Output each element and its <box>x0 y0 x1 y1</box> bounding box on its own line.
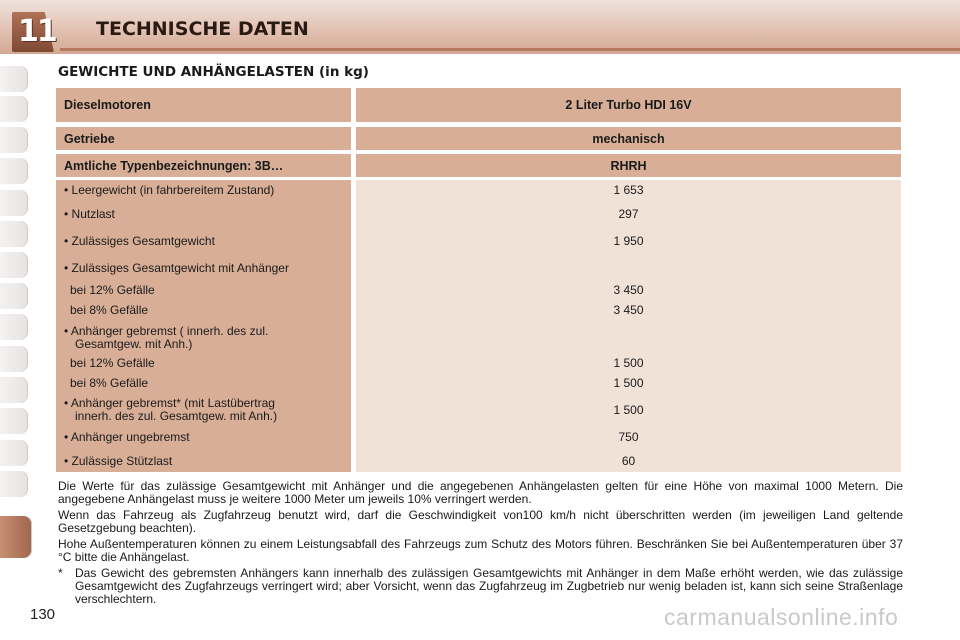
row-label: bei 12% Gefälle <box>70 356 155 370</box>
row-label: bei 12% Gefälle <box>70 283 155 297</box>
table-body-value-column <box>356 180 901 472</box>
engine-value: 2 Liter Turbo HDI 16V <box>565 98 692 112</box>
row-value: 1 653 <box>613 183 644 197</box>
chapter-tab[interactable] <box>0 377 28 403</box>
chapter-tab[interactable] <box>0 158 28 184</box>
chapter-title: TECHNISCHE DATEN <box>96 18 309 40</box>
chapter-tab[interactable] <box>0 66 28 92</box>
note-paragraph: Wenn das Fahrzeug als Zugfahrzeug benutzt wird, darf die Geschwindigkeit von100 km/h nicht überschritten werden (im jeweiligen Land geltende Gesetzgebung beachten). <box>58 508 903 535</box>
row-label: • Zulässiges Gesamtgewicht <box>64 234 215 248</box>
row-value: 1 500 <box>613 403 644 417</box>
section-title: GEWICHTE UND ANHÄNGELASTEN (in kg) <box>58 64 369 80</box>
chapter-tab[interactable] <box>0 346 28 372</box>
row-label-multiline <box>64 325 268 351</box>
row-value: 1 500 <box>613 376 644 390</box>
row-label: • Anhänger ungebremst <box>64 430 190 444</box>
row-value: 1 950 <box>613 234 644 248</box>
page-number: 130 <box>30 606 56 623</box>
footnote-marker: * <box>58 566 63 580</box>
row-label: bei 8% Gefälle <box>70 376 149 390</box>
row-value: 3 450 <box>613 303 644 317</box>
header-rule <box>60 48 960 51</box>
note-paragraph: Die Werte für das zulässige Gesamtgewicht mit Anhänger und die angegebenen Anhängelasten gelten für eine Höhe von maximal 1000 Metern. Die angegebene Anhängelast muss je weitere 1000 Meter um jeweils 10% verringert werden. <box>58 479 903 506</box>
row-label: • Zulässiges Gesamtgewicht mit Anhänger <box>64 261 289 275</box>
type-code-label: Amtliche Typenbezeichnungen: 3B… <box>64 158 284 173</box>
row-value: 750 <box>618 430 639 444</box>
table-header-label-cell <box>56 88 351 122</box>
row-label-line: • Anhänger gebremst ( innerh. des zul. <box>64 324 269 338</box>
table-header-value-cell <box>356 88 901 122</box>
chapter-tab[interactable] <box>0 221 28 247</box>
chapter-tab[interactable] <box>0 252 28 278</box>
row-label: bei 8% Gefälle <box>70 303 149 317</box>
row-label-line: Gesamtgew. mit Anh.) <box>75 337 193 351</box>
row-value: 3 450 <box>613 283 644 297</box>
chapter-tab[interactable] <box>0 471 28 497</box>
row-label: • Zulässige Stützlast <box>64 454 173 468</box>
row-label: • Nutzlast <box>64 207 115 221</box>
chapter-tab[interactable] <box>0 190 28 216</box>
chapter-tab[interactable] <box>0 440 28 466</box>
gearbox-label: Getriebe <box>64 131 115 146</box>
chapter-tab[interactable] <box>0 96 28 122</box>
row-label: • Leergewicht (in fahrbereitem Zustand) <box>64 183 275 197</box>
row-value: 297 <box>618 207 639 221</box>
chapter-tab[interactable] <box>0 127 28 153</box>
row-value: 60 <box>621 454 636 468</box>
chapter-tab[interactable] <box>0 408 28 434</box>
engine-label: Dieselmotoren <box>64 98 151 112</box>
table-header-label-cell <box>56 127 351 150</box>
table-header-row <box>56 88 901 122</box>
row-label-multiline <box>64 397 277 423</box>
table-header-value-cell <box>356 127 901 150</box>
chapter-number: 11 <box>18 14 56 49</box>
gearbox-value: mechanisch <box>592 131 665 146</box>
footnote <box>58 567 903 606</box>
watermark: carmanualsonline.info <box>664 604 899 630</box>
footnote-text: Das Gewicht des gebremsten Anhängers kann innerhalb des zulässigen Gesamtgewichts mit Anhänger in dem Maße erhöht werden, wie das zulässige Gesamtgewicht des Zugfahrzeugs verringert wird; aber Vorsicht, wenn das Zugfahrzeug im Zugbetrieb nur wenig beladen ist, kann sich seine Straßenlage verschlechtern. <box>75 566 903 606</box>
type-code-value: RHRH <box>610 158 647 173</box>
row-label-line: innerh. des zul. Gesamtgew. mit Anh.) <box>75 409 278 423</box>
table-header-value-cell <box>356 154 901 177</box>
table-header-row <box>56 154 901 177</box>
chapter-tab[interactable] <box>0 314 28 340</box>
row-value: 1 500 <box>613 356 644 370</box>
table-header-row <box>56 127 901 150</box>
row-label-line: • Anhänger gebremst* (mit Lastübertrag <box>64 396 275 410</box>
table-header-label-cell <box>56 154 351 177</box>
note-paragraph: Hohe Außentemperaturen können zu einem Leistungsabfall des Fahrzeugs zum Schutz des Motors führen. Beschränken Sie bei Außentemperaturen über 37 °C bitte die Anhängelast. <box>58 537 903 564</box>
chapter-tab[interactable] <box>0 283 28 309</box>
chapter-tab-active[interactable] <box>0 516 32 558</box>
